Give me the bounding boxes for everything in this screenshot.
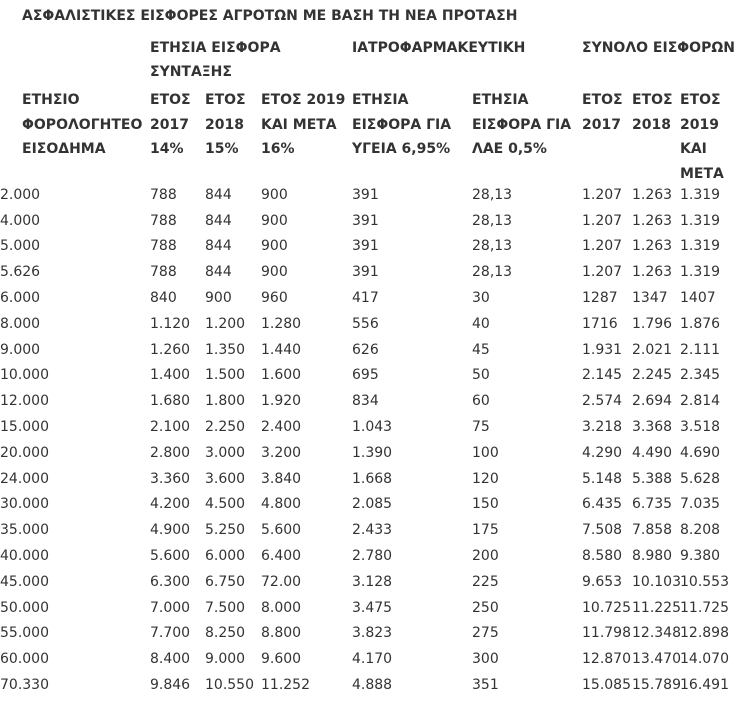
table-row — [0, 414, 750, 440]
table-row — [0, 182, 750, 208]
table-cell: 30.000 — [0, 496, 49, 513]
table-cell: 834 — [352, 393, 379, 410]
column-header-line: ΕΤΗΣΙΑ — [472, 92, 529, 108]
column-header — [352, 88, 451, 162]
table-cell: 12.898 — [680, 625, 729, 642]
table-cell: 1.390 — [352, 444, 393, 461]
table-cell: 3.600 — [205, 470, 246, 487]
table-cell: 1.680 — [150, 393, 191, 410]
table-cell: 900 — [261, 238, 288, 255]
table-cell: 3.218 — [582, 419, 623, 436]
table-cell: 12.348 — [632, 625, 681, 642]
table-cell: 5.600 — [150, 548, 191, 565]
column-header — [22, 88, 142, 162]
table-title: ΑΣΦΑΛΙΣΤΙΚΕΣ ΕΙΣΦΟΡΕΣ ΑΓΡΟΤΩΝ ΜΕ ΒΑΣΗ ΤΗ ΝΕΑ ΠΡΟΤΑΣΗ — [22, 8, 518, 24]
table-cell: 4.170 — [352, 651, 393, 668]
column-header-line: ΕΙΣΦΟΡΑ ΓΙΑ — [352, 116, 452, 133]
table-cell: 250 — [472, 599, 499, 616]
table-cell: 5.250 — [205, 522, 246, 539]
table-cell: 1.319 — [680, 212, 721, 229]
table-cell: 5.388 — [632, 470, 673, 487]
column-header-line: ΛΑΕ 0,5% — [472, 141, 547, 157]
table-cell: 2.145 — [582, 367, 623, 384]
column-header-line: ΕΤΟΣ — [150, 92, 191, 108]
table-cell: 7.858 — [632, 522, 673, 539]
group-header-medical: ΙΑΤΡΟΦΑΡΜΑΚΕΥΤΙΚΗ — [352, 40, 526, 56]
table-cell: 788 — [150, 264, 177, 281]
table-cell: 9.653 — [582, 573, 623, 590]
table-cell: 2.400 — [261, 419, 302, 436]
column-header — [205, 88, 246, 162]
table-cell: 100 — [472, 444, 499, 461]
table-cell: 45 — [472, 341, 490, 358]
table-cell: 4.500 — [205, 496, 246, 513]
table-cell: 2.100 — [150, 419, 191, 436]
column-header-line: ΕΤΟΣ 2019 — [261, 92, 346, 108]
table-cell: 1.260 — [150, 341, 191, 358]
column-header-line: ΕΤΟΣ — [632, 92, 673, 108]
table-cell: 7.500 — [205, 599, 246, 616]
table-cell: 788 — [150, 212, 177, 229]
table-cell: 200 — [472, 548, 499, 565]
column-header — [582, 88, 623, 137]
table-cell: 788 — [150, 186, 177, 203]
table-cell: 391 — [352, 238, 379, 255]
column-header — [632, 88, 673, 137]
table-cell: 5.000 — [0, 238, 41, 255]
table-cell: 2.694 — [632, 393, 673, 410]
table-cell: 35.000 — [0, 522, 49, 539]
table-cell: 9.380 — [680, 548, 721, 565]
table-cell: 150 — [472, 496, 499, 513]
column-header-line: 2017 — [582, 116, 621, 133]
table-cell: 4.000 — [0, 212, 41, 229]
table-cell: 1.263 — [632, 212, 673, 229]
column-header-line: 15% — [205, 141, 239, 157]
table-cell: 8.000 — [0, 315, 41, 332]
column-header-line: ΥΓΕΙΑ 6,95% — [352, 141, 451, 157]
table-cell: 391 — [352, 212, 379, 229]
table-cell: 2.000 — [0, 186, 41, 203]
table-row — [0, 388, 750, 414]
column-header-line: 2018 — [205, 116, 244, 133]
table-cell: 7.508 — [582, 522, 623, 539]
table-row — [0, 621, 750, 647]
table-cell: 2.574 — [582, 393, 623, 410]
table-row — [0, 285, 750, 311]
group-header-pension-line: ΣΥΝΤΑΞΗΣ — [150, 64, 232, 80]
table-cell: 8.400 — [150, 651, 191, 668]
table-cell: 1.600 — [261, 367, 302, 384]
table-cell: 1.319 — [680, 264, 721, 281]
table-cell: 2.245 — [632, 367, 673, 384]
table-row — [0, 440, 750, 466]
table-cell: 844 — [205, 238, 232, 255]
table-cell: 5.628 — [680, 470, 721, 487]
table-cell: 900 — [261, 264, 288, 281]
column-header-line: 2018 — [632, 116, 671, 133]
table-cell: 1.120 — [150, 315, 191, 332]
table-cell: 28,13 — [472, 264, 513, 281]
table-cell: 10.725 — [582, 599, 631, 616]
table-row — [0, 517, 750, 543]
table-cell: 4.490 — [632, 444, 673, 461]
table-cell: 4.290 — [582, 444, 623, 461]
table-cell: 15.085 — [582, 677, 631, 694]
table-cell: 1.207 — [582, 264, 623, 281]
table-cell: 28,13 — [472, 186, 513, 203]
table-cell: 1.207 — [582, 238, 623, 255]
table-cell: 16.491 — [680, 677, 729, 694]
table-cell: 2.814 — [680, 393, 721, 410]
table-cell: 2.780 — [352, 548, 393, 565]
column-header-line: ΦΟΡΟΛΟΓΗΤΕΟ — [22, 116, 143, 133]
table-cell: 1347 — [632, 290, 668, 307]
column-header-line: 2019 — [680, 116, 719, 133]
table-row — [0, 543, 750, 569]
table-cell: 6.400 — [261, 548, 302, 565]
table-row — [0, 595, 750, 621]
table-cell: 8.250 — [205, 625, 246, 642]
table-cell: 20.000 — [0, 444, 49, 461]
table-cell: 391 — [352, 264, 379, 281]
table-cell: 11.725 — [680, 599, 729, 616]
table-cell: 1.280 — [261, 315, 302, 332]
table-row — [0, 259, 750, 285]
table-cell: 8.208 — [680, 522, 721, 539]
table-cell: 275 — [472, 625, 499, 642]
table-cell: 6.735 — [632, 496, 673, 513]
table-cell: 9.000 — [205, 651, 246, 668]
table-body — [0, 182, 750, 698]
column-header-line: 16% — [261, 141, 295, 157]
table-cell: 5.626 — [0, 264, 41, 281]
table-cell: 4.900 — [150, 522, 191, 539]
column-header — [680, 88, 724, 186]
table-cell: 1.800 — [205, 393, 246, 410]
table-row — [0, 337, 750, 363]
table-cell: 1.500 — [205, 367, 246, 384]
table-cell: 11.252 — [261, 677, 310, 694]
table-cell: 4.200 — [150, 496, 191, 513]
group-header-pension — [150, 36, 281, 84]
table-cell: 2.085 — [352, 496, 393, 513]
table-cell: 60.000 — [0, 651, 49, 668]
table-cell: 11.225 — [632, 599, 681, 616]
column-header-line: ΕΤΟΣ — [680, 92, 721, 108]
table-cell: 1.668 — [352, 470, 393, 487]
group-header-pension-line: ΕΤΗΣΙΑ ΕΙΣΦΟΡΑ — [150, 40, 281, 56]
column-header-line: ΚΑΙ — [680, 141, 707, 157]
table-cell: 844 — [205, 264, 232, 281]
table-cell: 4.690 — [680, 444, 721, 461]
table-cell: 626 — [352, 341, 379, 358]
table-cell: 7.700 — [150, 625, 191, 642]
column-header-line: ΕΙΣΟΔΗΜΑ — [22, 141, 106, 157]
column-header — [472, 88, 571, 162]
table-cell: 13.470 — [632, 651, 681, 668]
table-cell: 50.000 — [0, 599, 49, 616]
table-cell: 1.263 — [632, 238, 673, 255]
table-cell: 1.350 — [205, 341, 246, 358]
table-cell: 900 — [205, 290, 232, 307]
table-cell: 120 — [472, 470, 499, 487]
table-cell: 1.207 — [582, 186, 623, 203]
table-cell: 28,13 — [472, 238, 513, 255]
group-header-total: ΣΥΝΟΛΟ ΕΙΣΦΟΡΩΝ — [582, 40, 735, 56]
table-cell: 6.300 — [150, 573, 191, 590]
table-cell: 3.360 — [150, 470, 191, 487]
table-cell: 417 — [352, 290, 379, 307]
table-cell: 844 — [205, 212, 232, 229]
table-cell: 1.931 — [582, 341, 623, 358]
column-header-line: 2017 — [150, 116, 189, 133]
table-cell: 7.000 — [150, 599, 191, 616]
table-cell: 8.980 — [632, 548, 673, 565]
table-cell: 6.000 — [0, 290, 41, 307]
column-header-line: ΚΑΙ ΜΕΤΑ — [261, 116, 337, 133]
table-cell: 351 — [472, 677, 499, 694]
table-cell: 840 — [150, 290, 177, 307]
table-row — [0, 363, 750, 389]
table-cell: 7.035 — [680, 496, 721, 513]
column-header-line: ΕΤΗΣΙΟ — [22, 92, 80, 108]
table-cell: 9.600 — [261, 651, 302, 668]
table-cell: 788 — [150, 238, 177, 255]
table-cell: 960 — [261, 290, 288, 307]
contributions-table — [0, 182, 750, 698]
table-cell: 5.148 — [582, 470, 623, 487]
table-cell: 2.111 — [680, 341, 721, 358]
table-cell: 556 — [352, 315, 379, 332]
table-cell: 1.200 — [205, 315, 246, 332]
table-row — [0, 492, 750, 518]
table-cell: 8.580 — [582, 548, 623, 565]
table-cell: 6.000 — [205, 548, 246, 565]
table-cell: 1.920 — [261, 393, 302, 410]
table-cell: 3.000 — [205, 444, 246, 461]
table-cell: 1.796 — [632, 315, 673, 332]
table-cell: 3.368 — [632, 419, 673, 436]
table-row — [0, 208, 750, 234]
table-cell: 9.846 — [150, 677, 191, 694]
table-cell: 1.043 — [352, 419, 393, 436]
column-header-line: ΜΕΤΑ — [680, 165, 724, 182]
table-cell: 3.823 — [352, 625, 393, 642]
table-cell: 300 — [472, 651, 499, 668]
table-cell: 75 — [472, 419, 490, 436]
table-cell: 60 — [472, 393, 490, 410]
table-cell: 2.345 — [680, 367, 721, 384]
table-cell: 1.400 — [150, 367, 191, 384]
table-cell: 695 — [352, 367, 379, 384]
table-cell: 28,13 — [472, 212, 513, 229]
table-cell: 8.000 — [261, 599, 302, 616]
table-cell: 1.207 — [582, 212, 623, 229]
table-row — [0, 466, 750, 492]
table-cell: 3.128 — [352, 573, 393, 590]
table-cell: 1407 — [680, 290, 716, 307]
table-cell: 3.840 — [261, 470, 302, 487]
table-cell: 900 — [261, 212, 288, 229]
column-header-line: 14% — [150, 141, 184, 157]
table-cell: 30 — [472, 290, 490, 307]
table-cell: 844 — [205, 186, 232, 203]
table-cell: 5.600 — [261, 522, 302, 539]
table-cell: 12.000 — [0, 393, 49, 410]
table-cell: 900 — [261, 186, 288, 203]
table-cell: 40.000 — [0, 548, 49, 565]
table-cell: 2.021 — [632, 341, 673, 358]
table-cell: 10.553 — [680, 573, 729, 590]
table-cell: 1.876 — [680, 315, 721, 332]
table-cell: 50 — [472, 367, 490, 384]
table-cell: 1.440 — [261, 341, 302, 358]
table-row — [0, 234, 750, 260]
table-cell: 12.870 — [582, 651, 631, 668]
table-cell: 3.518 — [680, 419, 721, 436]
table-cell: 6.435 — [582, 496, 623, 513]
table-cell: 70.330 — [0, 677, 49, 694]
table-cell: 15.000 — [0, 419, 49, 436]
table-row — [0, 646, 750, 672]
table-cell: 1716 — [582, 315, 618, 332]
table-cell: 9.000 — [0, 341, 41, 358]
table-cell: 14.070 — [680, 651, 729, 668]
table-cell: 4.888 — [352, 677, 393, 694]
table-cell: 1.263 — [632, 264, 673, 281]
column-header-line: ΕΤΟΣ — [205, 92, 246, 108]
table-cell: 3.200 — [261, 444, 302, 461]
table-cell: 24.000 — [0, 470, 49, 487]
table-cell: 2.800 — [150, 444, 191, 461]
table-cell: 2.250 — [205, 419, 246, 436]
table-cell: 225 — [472, 573, 499, 590]
table-cell: 72.00 — [261, 573, 302, 590]
table-cell: 3.475 — [352, 599, 393, 616]
table-cell: 175 — [472, 522, 499, 539]
table-row — [0, 672, 750, 698]
table-cell: 40 — [472, 315, 490, 332]
column-header — [261, 88, 345, 162]
table-cell: 10.103 — [632, 573, 681, 590]
table-cell: 15.789 — [632, 677, 681, 694]
table-cell: 1.263 — [632, 186, 673, 203]
table-row — [0, 311, 750, 337]
table-cell: 1287 — [582, 290, 618, 307]
column-header-line: ΕΤΗΣΙΑ — [352, 92, 409, 108]
table-cell: 8.800 — [261, 625, 302, 642]
column-header — [150, 88, 191, 162]
table-row — [0, 569, 750, 595]
table-cell: 10.550 — [205, 677, 254, 694]
table-cell: 55.000 — [0, 625, 49, 642]
table-cell: 11.798 — [582, 625, 631, 642]
table-cell: 391 — [352, 186, 379, 203]
table-cell: 45.000 — [0, 573, 49, 590]
table-cell: 6.750 — [205, 573, 246, 590]
table-cell: 1.319 — [680, 186, 721, 203]
table-cell: 1.319 — [680, 238, 721, 255]
column-header-line: ΕΤΟΣ — [582, 92, 623, 108]
table-cell: 4.800 — [261, 496, 302, 513]
table-cell: 10.000 — [0, 367, 49, 384]
table-cell: 2.433 — [352, 522, 393, 539]
column-header-line: ΕΙΣΦΟΡΑ ΓΙΑ — [472, 116, 572, 133]
